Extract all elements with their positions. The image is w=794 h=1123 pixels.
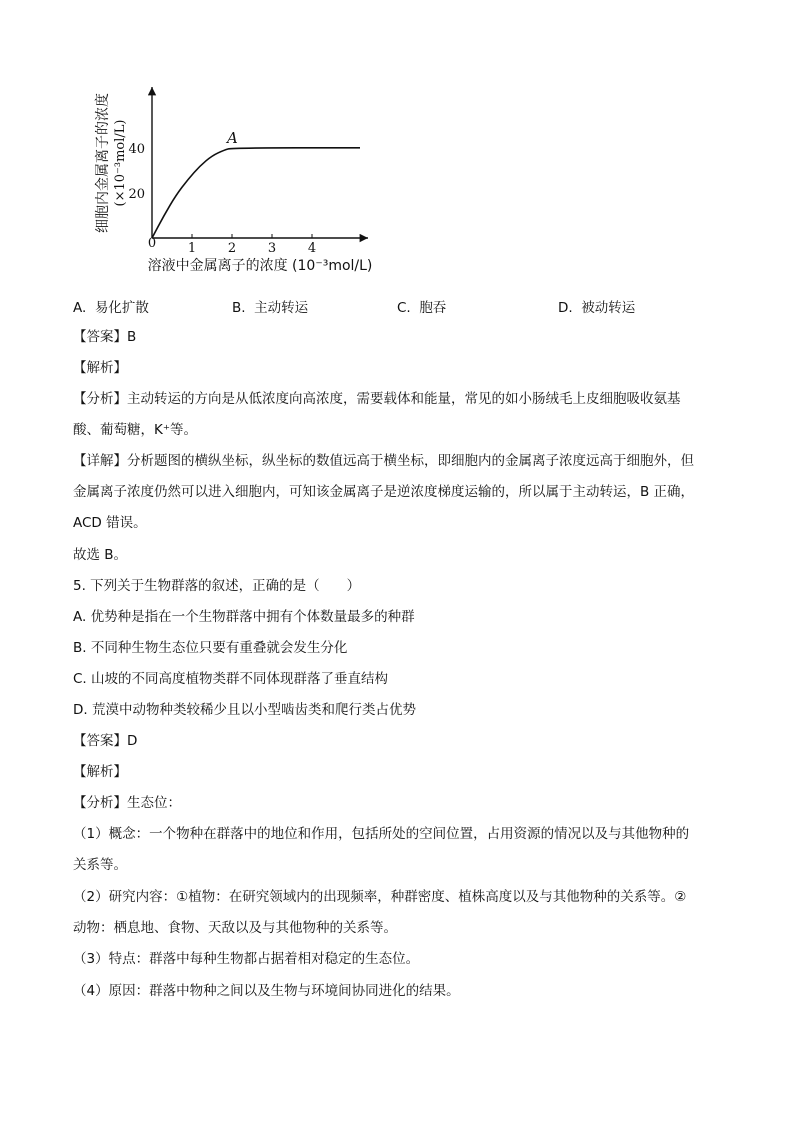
q4-option-b-letter: B. xyxy=(232,300,246,316)
x-tick-label-2: 2 xyxy=(227,241,237,256)
series-line-0 xyxy=(152,148,360,238)
q5-point4: （4）原因：群落中物种之间以及生物与环境间协同进化的结果。 xyxy=(73,983,460,999)
concentration-chart xyxy=(80,75,400,280)
q4-option-d xyxy=(558,296,635,316)
q5-point2-line1: （2）研究内容：①植物：在研究领域内的出现频率，种群密度、植株高度以及与其他物种的关系等。② xyxy=(73,889,687,905)
y-axis-label-line2: (×10⁻³mol/L) xyxy=(113,119,128,207)
q5-point3: （3）特点：群落中每种生物都占据着相对稳定的生态位。 xyxy=(73,951,420,967)
x-axis-label: 溶液中金属离子的浓度 (10⁻³mol/L) xyxy=(147,258,373,274)
q4-option-c xyxy=(397,296,446,316)
q5-option-a: A. 优势种是指在一个生物群落中拥有个体数量最多的种群 xyxy=(73,609,415,625)
y-tick-label-40: 40 xyxy=(128,141,145,157)
q5-point1-line2: 关系等。 xyxy=(73,857,127,873)
y-axis-label-line1: 细胞内金属离子的浓度 xyxy=(95,93,111,233)
q4-fenxi-line2: 酸、葡萄糖，K⁺等。 xyxy=(73,422,197,438)
q4-option-d-letter: D. xyxy=(558,300,573,316)
x-tick-label-1: 1 xyxy=(187,241,197,256)
q4-detail-line3: ACD 错误。 xyxy=(73,515,147,531)
origin-label: 0 xyxy=(147,236,157,251)
q4-fenxi-line1: 【分析】主动转运的方向是从低浓度向高浓度，需要载体和能量，常见的如小肠绒毛上皮细胞吸收氨基 xyxy=(73,391,681,407)
q4-option-a xyxy=(73,296,149,316)
q5-point2-line2: 动物：栖息地、食物、天敌以及与其他物种的关系等。 xyxy=(73,920,397,936)
q4-option-b xyxy=(232,296,308,316)
q5-analysis-header: 【解析】 xyxy=(73,764,127,780)
q4-option-a-letter: A. xyxy=(73,300,87,316)
y-tick-label-20: 20 xyxy=(128,186,145,202)
q4-conclusion: 故选 B。 xyxy=(73,547,128,563)
q4-detail-line1: 【详解】分析题图的横纵坐标，纵坐标的数值远高于横坐标，即细胞内的金属离子浓度远高于细胞外，但 xyxy=(73,453,694,469)
q5-option-c: C. 山坡的不同高度植物类群不同体现群落了垂直结构 xyxy=(73,671,389,687)
annotation-point-a: A xyxy=(227,128,238,147)
q5-stem: 5. 下列关于生物群落的叙述，正确的是（ ） xyxy=(73,578,361,594)
q4-option-a-text: 易化扩散 xyxy=(94,300,149,316)
y-axis-label xyxy=(94,93,128,233)
q5-fenxi: 【分析】生态位： xyxy=(73,795,181,811)
q4-detail-line2: 金属离子浓度仍然可以进入细胞内，可知该金属离子是逆浓度梯度运输的，所以属于主动转运，B 正确， xyxy=(73,484,695,500)
q4-option-c-text: 胞吞 xyxy=(419,300,447,316)
q4-option-d-text: 被动转运 xyxy=(581,300,636,316)
x-tick-label-4: 4 xyxy=(307,241,317,256)
q4-option-b-text: 主动转运 xyxy=(254,300,309,316)
q5-point1-line1: （1）概念：一个物种在群落中的地位和作用，包括所处的空间位置，占用资源的情况以及与其他物种的 xyxy=(73,826,690,842)
q5-option-b: B. 不同种生物生态位只要有重叠就会发生分化 xyxy=(73,640,348,656)
chart-svg xyxy=(80,75,400,280)
x-tick-label-3: 3 xyxy=(267,241,277,256)
q5-answer: 【答案】D xyxy=(73,733,138,749)
q4-analysis-header: 【解析】 xyxy=(73,360,127,376)
q4-answer: 【答案】B xyxy=(73,329,137,345)
q4-option-c-letter: C. xyxy=(397,300,411,316)
q5-option-d: D. 荒漠中动物种类较稀少且以小型啮齿类和爬行类占优势 xyxy=(73,702,416,718)
